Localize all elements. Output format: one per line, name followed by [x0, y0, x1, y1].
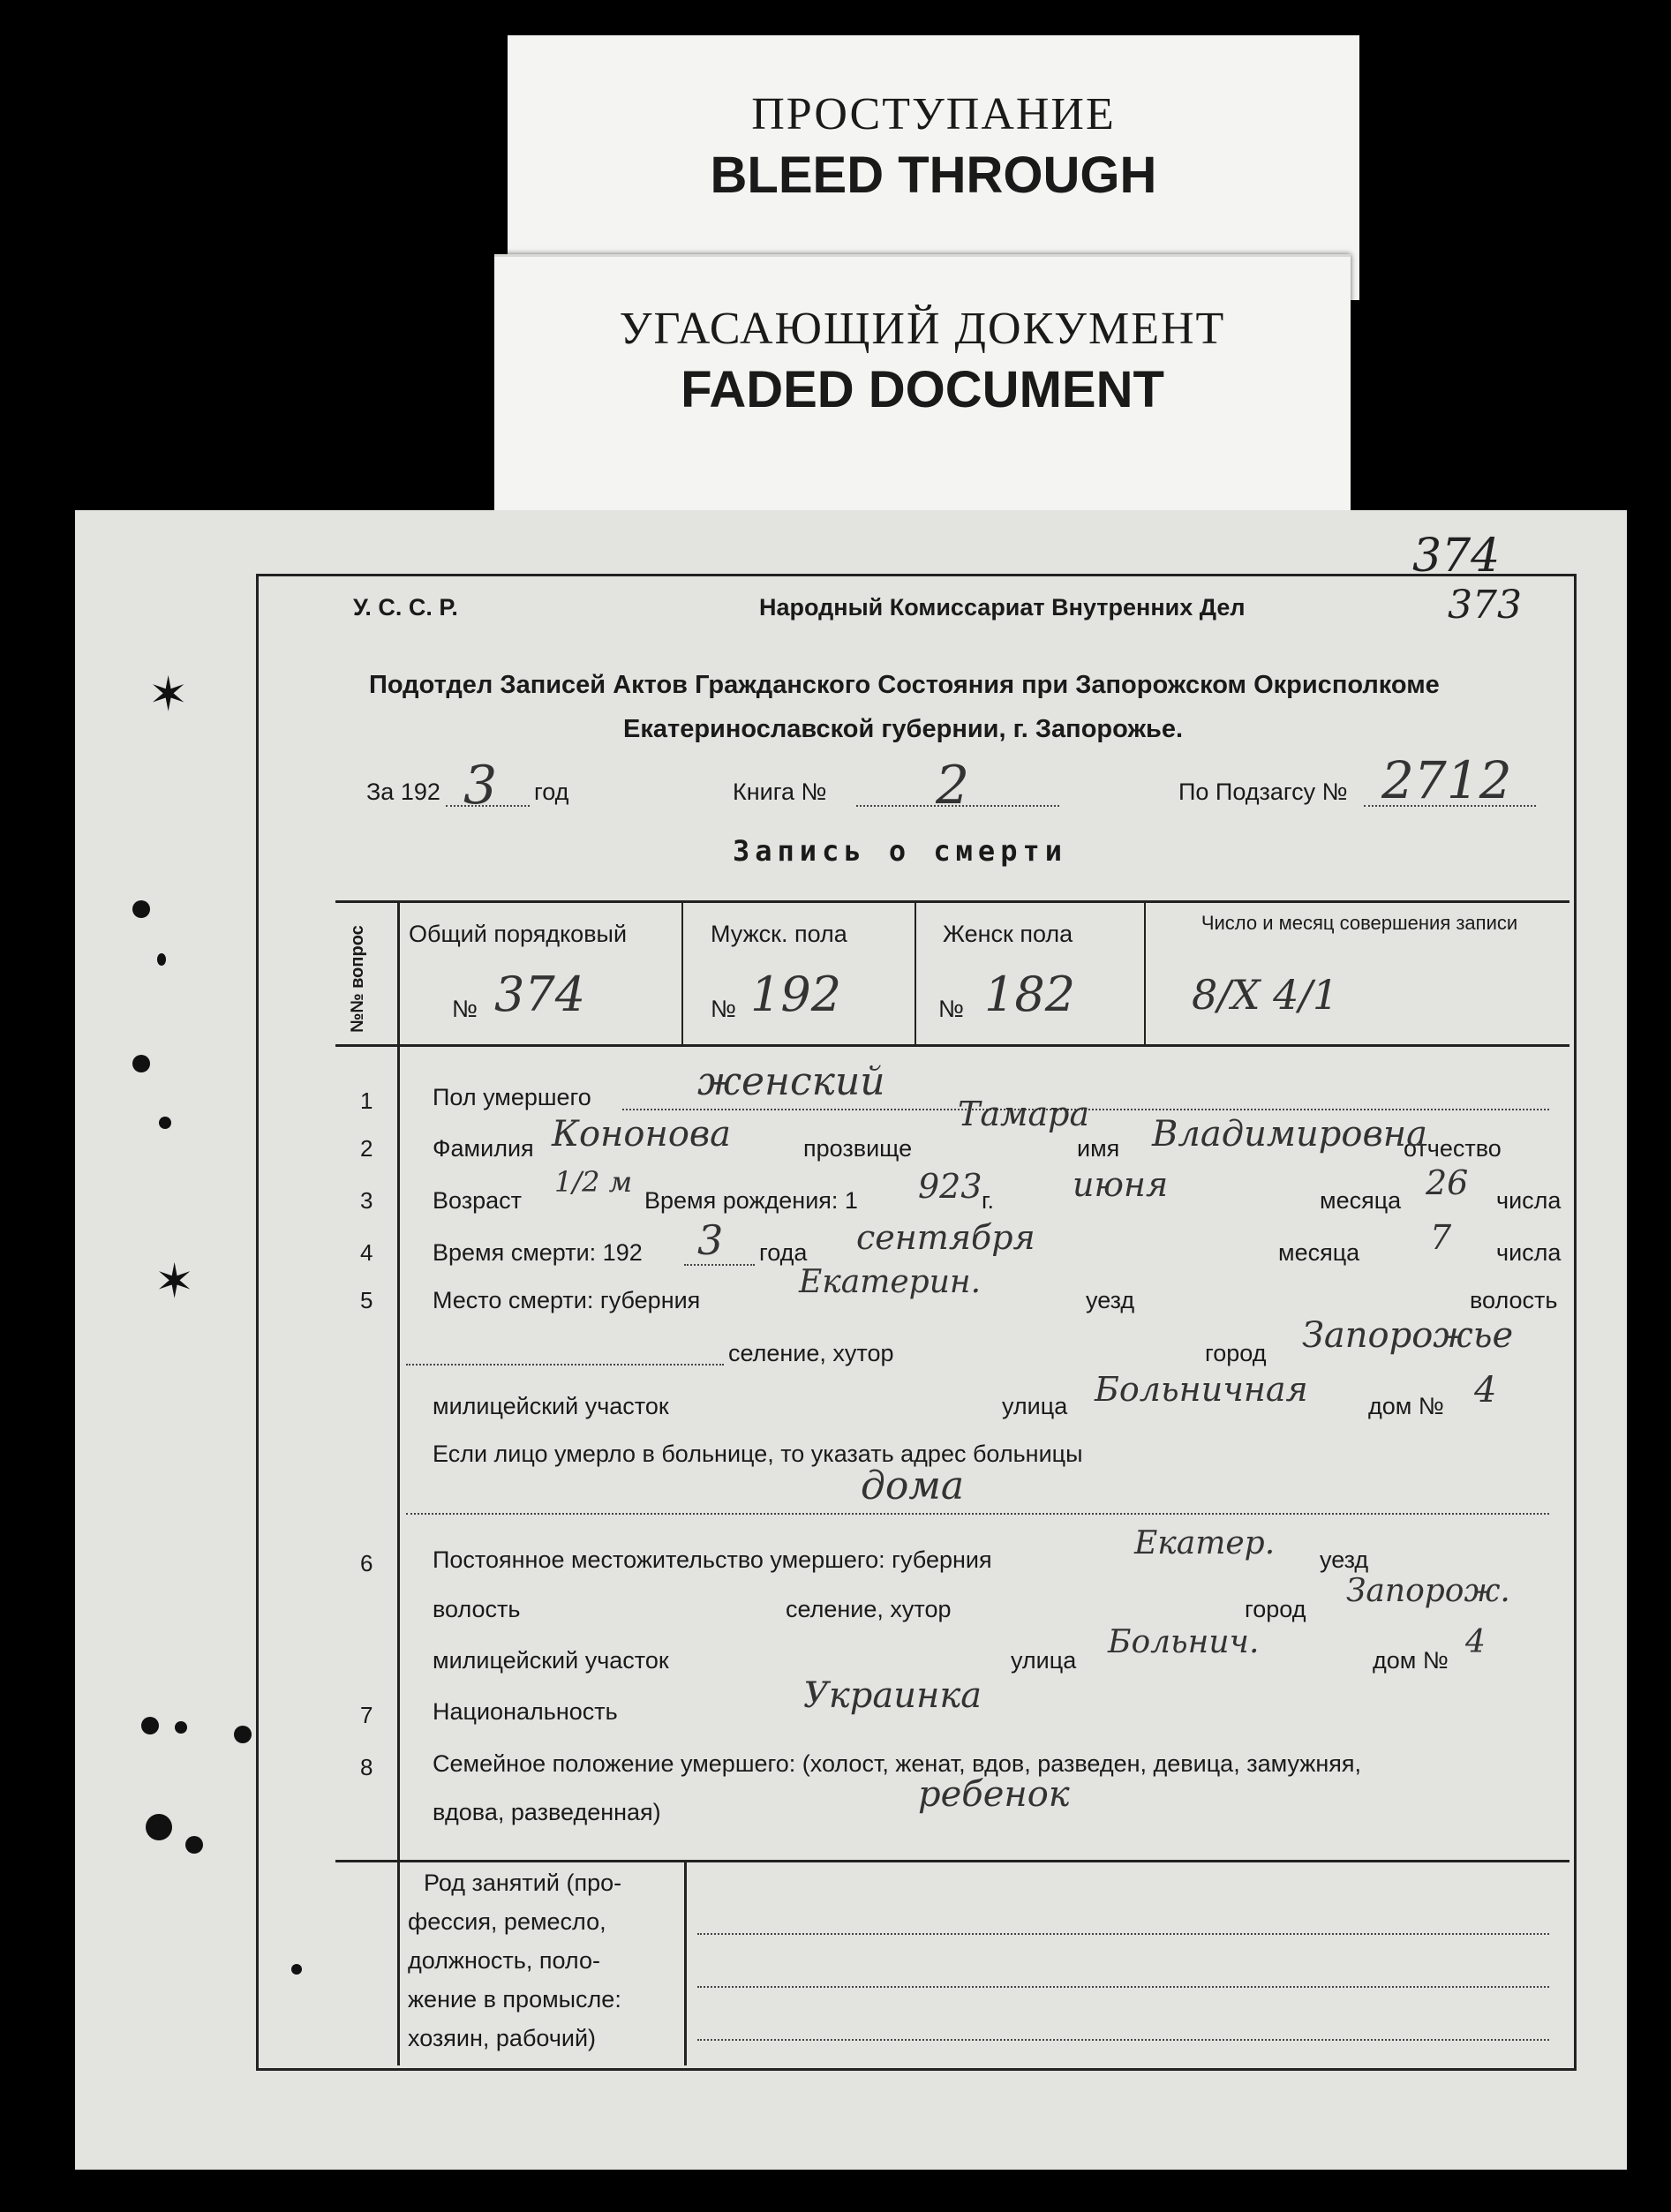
subregister-label: По Подзагсу №	[1178, 779, 1348, 805]
col-female-label: Женск пола	[943, 921, 1073, 947]
row-number: 7	[360, 1702, 373, 1728]
punch-hole	[159, 1117, 171, 1129]
col3-no: №	[938, 996, 964, 1022]
sex-label: Пол умершего	[433, 1084, 591, 1110]
death-house-value: 4	[1474, 1370, 1497, 1411]
year-suffix: год	[534, 779, 569, 805]
nationality-value: Украинка	[803, 1675, 982, 1716]
faded-document-label	[494, 254, 1351, 522]
occupation-line3: должность, поло-	[408, 1947, 600, 1974]
residence-volost-label: волость	[433, 1596, 521, 1622]
row-number: 1	[360, 1087, 373, 1114]
punch-hole	[132, 1055, 150, 1072]
col-record-date-label: Число и месяц совершения записи	[1201, 912, 1518, 934]
hospital-value: дома	[861, 1463, 965, 1509]
residence-house-value: 4	[1465, 1624, 1486, 1660]
faded-label-ru: УГАСАЮЩИЙ ДОКУМЕНТ	[619, 304, 1226, 354]
birth-year-value: 923	[918, 1167, 982, 1206]
punch-hole	[157, 953, 166, 966]
bleed-label-ru: ПРОСТУПАНИЕ	[751, 89, 1116, 139]
residence-village-label: селение, хутор	[786, 1596, 952, 1622]
death-street-value: Больничная	[1095, 1370, 1308, 1409]
punch-hole	[146, 1814, 172, 1840]
faded-label-en: FADED DOCUMENT	[681, 361, 1164, 418]
punch-hole: ✶	[148, 668, 189, 721]
surname-label: Фамилия	[433, 1135, 534, 1162]
col2-no: №	[711, 996, 736, 1022]
punch-hole	[175, 1721, 187, 1734]
nationality-label: Национальность	[433, 1698, 618, 1725]
residence-street-label: улица	[1011, 1647, 1077, 1674]
death-day-value: 7	[1430, 1218, 1452, 1257]
death-year-suffix: года	[759, 1239, 808, 1266]
patronymic-label: отчество	[1404, 1135, 1502, 1162]
nickname-label: прозвище	[803, 1135, 913, 1162]
document-title: Запись о смерти	[733, 834, 1067, 868]
female-number-value: 182	[984, 967, 1076, 1022]
row-number: 2	[360, 1135, 373, 1162]
birth-day-value: 26	[1426, 1163, 1469, 1202]
corner-number: 374	[1412, 530, 1501, 583]
residence-city-label: город	[1245, 1596, 1306, 1622]
occupation-line5: хозяин, рабочий)	[408, 2025, 597, 2051]
marital-status-label-2: вдова, разведенная)	[433, 1799, 661, 1825]
occupation-line1: Род занятий (про-	[424, 1870, 622, 1896]
age-value: 1/2 м	[554, 1165, 633, 1199]
death-street-label: улица	[1002, 1393, 1068, 1419]
death-police-label: милицейский участок	[433, 1393, 669, 1419]
name-label: имя	[1077, 1135, 1120, 1162]
subdept-line1: Подотдел Записей Актов Гражданского Состояния при Запорожском Окрисполкоме	[369, 671, 1440, 699]
first-name-value: Тамара	[958, 1095, 1090, 1133]
birth-month-label: месяца	[1320, 1187, 1402, 1214]
birth-month-value: июня	[1073, 1165, 1169, 1204]
marital-status-label: Семейное положение умершего: (холост, женат, вдов, разведен, девица, замужняя,	[433, 1750, 1361, 1777]
col1-no: №	[452, 996, 478, 1022]
death-year-value: 3	[697, 1216, 724, 1264]
patronymic-value: Владимировна	[1152, 1114, 1427, 1155]
republic-label: У. С. С. Р.	[353, 594, 458, 621]
book-label: Книга №	[733, 779, 827, 805]
death-uezd-label: уезд	[1086, 1287, 1135, 1313]
marital-status-value: ребенок	[918, 1774, 1070, 1815]
death-gubernia-value: Екатерин.	[799, 1264, 982, 1300]
death-house-label: дом №	[1368, 1393, 1444, 1419]
row-number: 3	[360, 1187, 373, 1214]
punch-hole	[185, 1836, 203, 1854]
year-digit: 3	[463, 755, 498, 816]
sex-value: женский	[697, 1059, 885, 1104]
row-number: 6	[360, 1550, 373, 1576]
general-number-value: 374	[494, 967, 586, 1022]
subregister-value: 2712	[1381, 750, 1512, 810]
death-city-label: город	[1205, 1340, 1267, 1366]
death-time-label: Время смерти: 192	[433, 1239, 643, 1266]
punch-hole	[234, 1726, 252, 1743]
occupation-line4: жение в промысле:	[408, 1986, 621, 2013]
row-number: 4	[360, 1239, 373, 1266]
residence-city-value: Запорож.	[1346, 1573, 1510, 1609]
residence-gubernia-value: Екатер.	[1134, 1525, 1276, 1561]
age-label: Возраст	[433, 1187, 522, 1214]
year-prefix: За 192	[366, 779, 440, 805]
punch-hole	[132, 900, 150, 918]
death-place-label: Место смерти: губерния	[433, 1287, 701, 1313]
occupation-line2: фессия, ремесло,	[408, 1908, 606, 1935]
residence-house-label: дом №	[1373, 1647, 1449, 1674]
residence-street-value: Больнич.	[1108, 1624, 1260, 1660]
residence-police-label: милицейский участок	[433, 1647, 669, 1674]
record-date-value: 8/X 4/1	[1192, 971, 1339, 1019]
punch-hole	[141, 1717, 159, 1734]
death-month-label: месяца	[1278, 1239, 1360, 1266]
subdept-line2: Екатеринославской губернии, г. Запорожье.	[623, 715, 1184, 743]
row-number: 5	[360, 1287, 373, 1313]
male-number-value: 192	[750, 967, 842, 1022]
col-male-label: Мужск. пола	[711, 921, 847, 947]
death-day-label: числа	[1496, 1239, 1562, 1266]
hospital-label: Если лицо умерло в больнице, то указать адрес больницы	[433, 1441, 1083, 1467]
surname-value: Кононова	[552, 1114, 732, 1155]
birth-year-suffix: г.	[982, 1187, 995, 1214]
punch-hole: ✶	[154, 1255, 195, 1308]
col-general-number-label: Общий порядковый	[409, 921, 628, 947]
row-number: 8	[360, 1754, 373, 1780]
death-village-label: селение, хутор	[728, 1340, 894, 1366]
birth-time-label: Время рождения: 1	[644, 1187, 858, 1214]
question-number-header: №№ вопрос	[348, 925, 367, 1033]
corner-number-2: 373	[1448, 583, 1522, 628]
bleed-label-en: BLEED THROUGH	[710, 147, 1157, 204]
death-volost-label: волость	[1470, 1287, 1558, 1313]
death-month-value: сентября	[856, 1218, 1035, 1257]
death-city-value: Запорожье	[1302, 1315, 1514, 1356]
residence-uezd-label: уезд	[1320, 1546, 1369, 1573]
birth-day-label: числа	[1496, 1187, 1562, 1214]
book-value: 2	[936, 755, 970, 816]
commissariat-label: Народный Комиссариат Внутренних Дел	[759, 594, 1246, 621]
residence-label: Постоянное местожительство умершего: губерния	[433, 1546, 992, 1573]
